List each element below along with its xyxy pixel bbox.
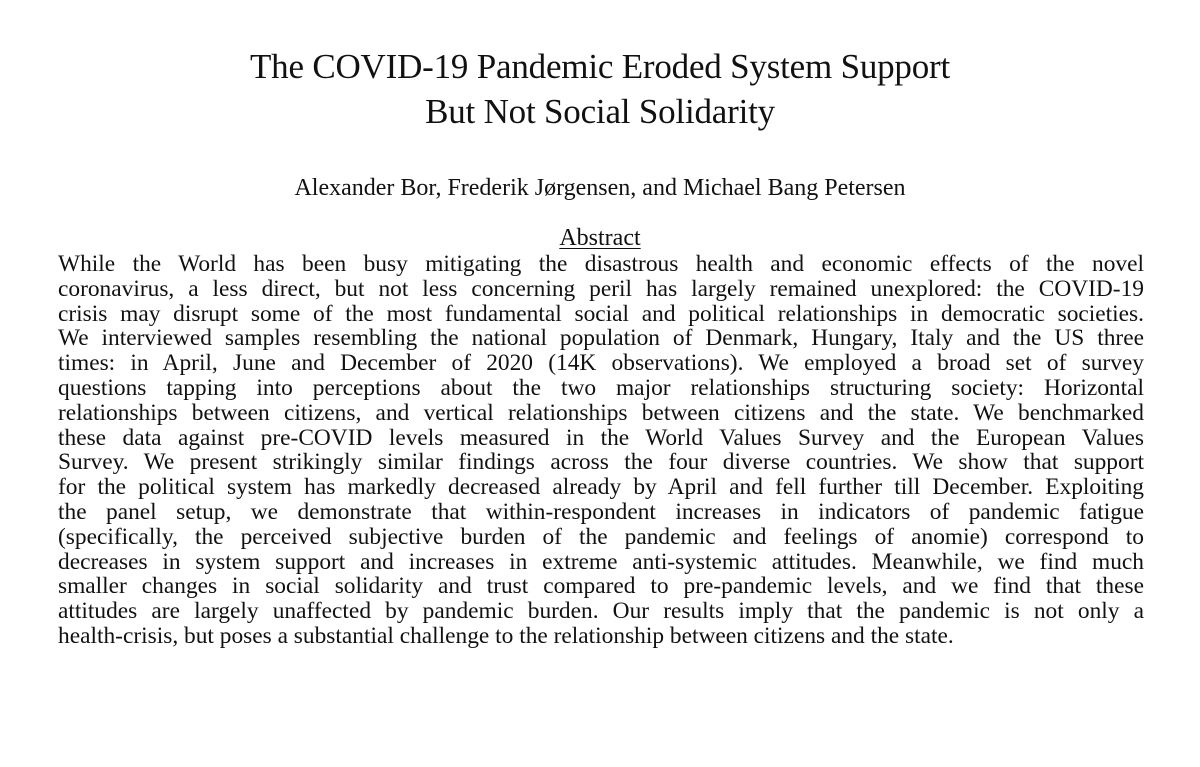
abstract-line: attitudes are largely unaffected by pandemic burden. Our results imply that the pandemic is not only a	[58, 598, 1144, 625]
abstract-body	[58, 252, 1144, 649]
abstract-line: (specifically, the perceived subjective burden of the pandemic and feelings of anomie) correspond to	[58, 523, 1144, 550]
abstract-line: for the political system has markedly decreased already by April and fell further till December. Exploiting	[58, 474, 1144, 501]
paper-title-line-1: The COVID-19 Pandemic Eroded System Support	[249, 47, 951, 86]
abstract-line: crisis may disrupt some of the most fundamental social and political relationships in democratic societies.	[58, 300, 1144, 327]
abstract-line: smaller changes in social solidarity and trust compared to pre-pandemic levels, and we find that these	[58, 573, 1144, 600]
author-list: Alexander Bor, Frederik Jørgensen, and Michael Bang Petersen	[294, 175, 906, 201]
abstract-line: questions tapping into perceptions about the two major relationships structuring society: Horizontal	[58, 374, 1144, 401]
abstract-line: times: in April, June and December of 2020 (14K observations). We employed a broad set of survey	[58, 350, 1144, 377]
abstract-line-last: health-crisis, but poses a substantial challenge to the relationship between citizens and the state.	[58, 622, 954, 649]
abstract-line: We interviewed samples resembling the national population of Denmark, Hungary, Italy and the US three	[58, 325, 1144, 352]
abstract-line: relationships between citizens, and vertical relationships between citizens and the state. We benchmarked	[58, 399, 1144, 426]
abstract-line: decreases in system support and increases in extreme anti-systemic attitudes. Meanwhile, we find much	[58, 548, 1144, 575]
abstract-line: Survey. We present strikingly similar findings across the four diverse countries. We show that support	[58, 449, 1144, 476]
abstract-line: While the World has been busy mitigating the disastrous health and economic effects of the novel	[58, 251, 1144, 277]
abstract-line: these data against pre-COVID levels measured in the World Values Survey and the European Values	[58, 424, 1144, 451]
abstract-line: the panel setup, we demonstrate that within-respondent increases in indicators of pandemic fatigue	[58, 498, 1144, 525]
abstract-line: coronavirus, a less direct, but not less concerning peril has largely remained unexplored: the COVID-19	[58, 275, 1144, 302]
paper-title-line-2: But Not Social Solidarity	[425, 92, 775, 131]
paper-title	[0, 44, 1200, 134]
abstract-heading: Abstract	[559, 225, 641, 251]
